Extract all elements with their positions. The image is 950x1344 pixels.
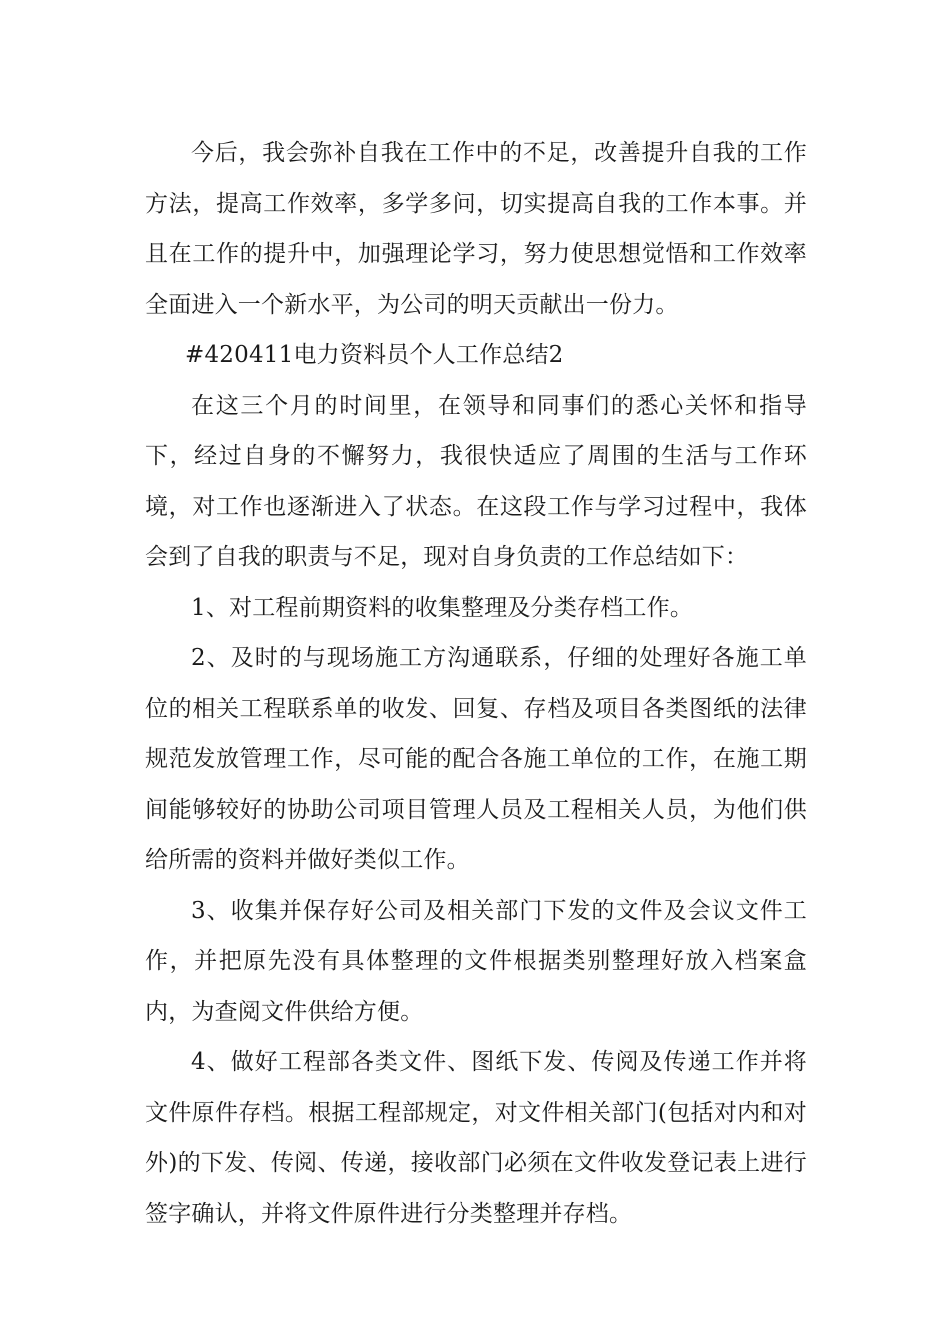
paragraph-conclusion: 今后，我会弥补自我在工作中的不足，改善提升自我的工作方法，提高工作效率，多学多问，切实提高自我的工作本事。并且在工作的提升中，加强理论学习，努力使思想觉悟和工作效率全面进入一个新水平，为公司的明天贡献出一份力。 bbox=[145, 140, 807, 318]
list-item-1: 1、对工程前期资料的收集整理及分类存档工作。 bbox=[191, 594, 694, 621]
document-body bbox=[145, 128, 807, 1239]
list-item-4: 4、做好工程部各类文件、图纸下发、传阅及传递工作并将文件原件存档。根据工程部规定，对文件相关部门(包括对内和对外)的下发、传阅、传递，接收部门必须在文件收发登记表上进行签字确认，并将文件原件进行分类整理并存档。 bbox=[145, 1049, 807, 1227]
list-item-2: 2、及时的与现场施工方沟通联系，仔细的处理好各施工单位的相关工程联系单的收发、回复、存档及项目各类图纸的法律规范发放管理工作，尽可能的配合各施工单位的工作，在施工期间能够较好的协助公司项目管理人员及工程相关人员，为他们供给所需的资料并做好类似工作。 bbox=[145, 645, 807, 873]
list-item-3: 3、收集并保存好公司及相关部门下发的文件及会议文件工作，并把原先没有具体整理的文件根据类别整理好放入档案盒内，为查阅文件供给方便。 bbox=[145, 897, 807, 1025]
paragraph-intro: 在这三个月的时间里，在领导和同事们的悉心关怀和指导下，经过自身的不懈努力，我很快适应了周围的生活与工作环境，对工作也逐渐进入了状态。在这段工作与学习过程中，我体会到了自我的职责与不足，现对自身负责的工作总结如下： bbox=[145, 392, 807, 570]
section-heading: #420411电力资料员个人工作总结2 bbox=[185, 342, 564, 368]
